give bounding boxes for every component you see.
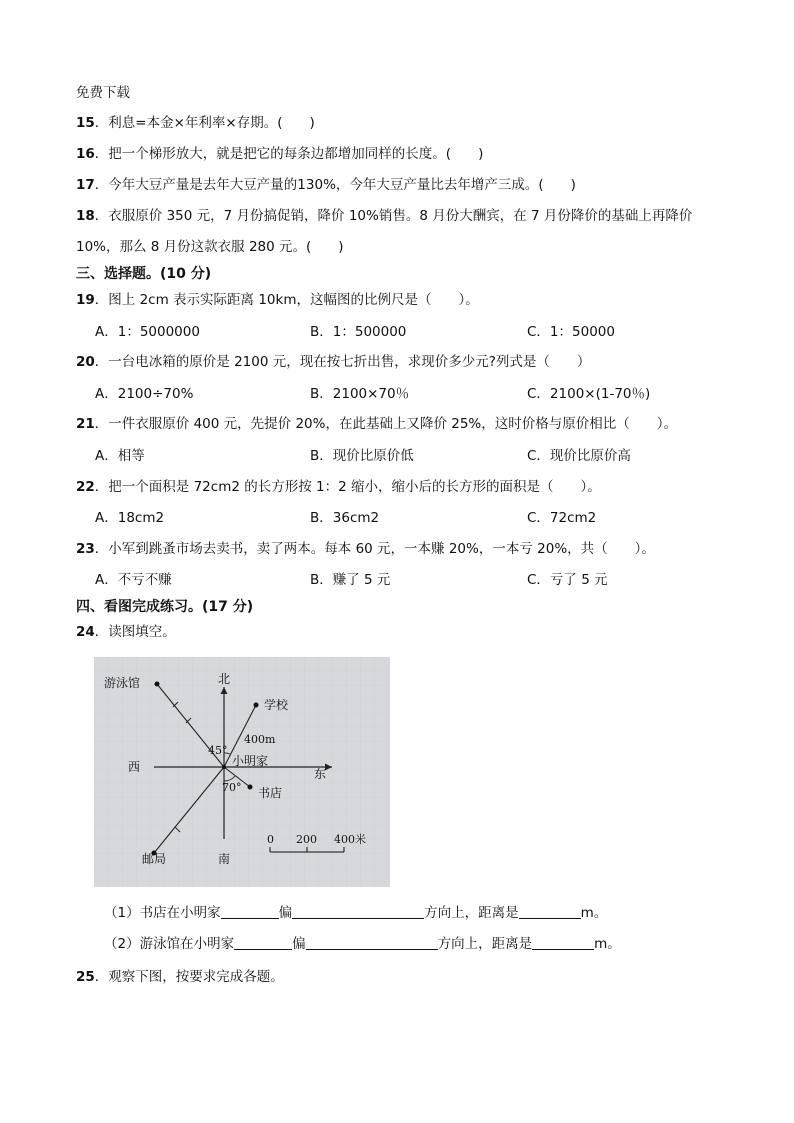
- option-c: C．72cm2: [527, 510, 597, 526]
- option-a: A．不亏不赚: [95, 572, 172, 588]
- post-office-label: 邮局: [142, 852, 167, 866]
- school-label: 学校: [264, 698, 289, 712]
- scale-200-label: 200: [296, 833, 317, 846]
- option-b: B．现价比原价低: [310, 448, 414, 464]
- scale-400-label: 400米: [334, 833, 366, 846]
- question-21: [76, 415, 677, 433]
- question-18: [76, 207, 692, 225]
- north-label: 北: [218, 672, 231, 686]
- direction-map: [94, 657, 390, 887]
- question-23: [76, 540, 655, 558]
- question-20: [76, 353, 590, 371]
- pool-label: 游泳馆: [104, 676, 141, 690]
- section-4-title: 四、看图完成练习。(17 分): [76, 599, 254, 615]
- question-15: [76, 114, 315, 132]
- question-number: 24: [76, 624, 95, 640]
- option-c: C．亏了 5 元: [527, 572, 608, 588]
- question-text: ．观察下图，按要求完成各题。: [94, 969, 284, 985]
- question-text: ．一件衣服原价 400 元，先提价 20%，在此基础上又降价 25%，这时价格与原价相比（ ）。: [94, 416, 677, 432]
- fill-prefix: （1）书店在小明家: [104, 905, 221, 921]
- fill-prefix: （2）游泳馆在小明家: [104, 936, 235, 952]
- question-17: [76, 176, 576, 194]
- option-a: A．1：5000000: [95, 324, 200, 340]
- question-text: ．图上 2cm 表示实际距离 10km，这幅图的比例尺是（ ）。: [94, 292, 479, 308]
- option-a: A．相等: [95, 448, 145, 464]
- question-text: ．利息=本金×年利率×存期。( ): [94, 115, 315, 131]
- bookstore-point: [248, 785, 253, 790]
- school-point: [254, 703, 259, 708]
- option-c: C．2100×(1-70％): [527, 386, 651, 402]
- question-text: ．一台电冰箱的原价是 2100 元，现在按七折出售，求现价多少元?列式是（ ）: [94, 354, 591, 370]
- option-b: B．赚了 5 元: [310, 572, 391, 588]
- answer-blank[interactable]: [532, 935, 594, 950]
- question-number: 25: [76, 969, 95, 985]
- question-25: [76, 968, 284, 986]
- question-number: 18: [76, 208, 95, 224]
- option-c: C．1：50000: [527, 324, 615, 340]
- question-number: 23: [76, 541, 95, 557]
- question-number: 21: [76, 416, 95, 432]
- answer-blank[interactable]: [221, 904, 279, 919]
- question-number: 16: [76, 146, 95, 162]
- fill-after: 方向上，距离是: [424, 905, 519, 921]
- question-number: 19: [76, 292, 95, 308]
- option-a: A．2100÷70%: [95, 386, 194, 402]
- fill-mid: 偏: [292, 936, 306, 952]
- question-number: 22: [76, 479, 95, 495]
- question-number: 15: [76, 115, 95, 131]
- question-text: ．衣服原价 350 元，7 月份搞促销，降价 10%销售。8 月份大酬宾，在 7 月份降价的基础上再降价: [94, 208, 693, 224]
- fill-unit: m。: [580, 905, 608, 921]
- fill-unit: m。: [594, 936, 621, 952]
- question-22: [76, 478, 601, 496]
- question-number: 17: [76, 177, 95, 193]
- home-label: 小明家: [232, 754, 269, 768]
- question-16: [76, 145, 483, 163]
- question-number: 20: [76, 354, 95, 370]
- home-point: [222, 765, 226, 769]
- option-b: B．1：500000: [310, 324, 407, 340]
- bookstore-label: 书店: [258, 786, 283, 800]
- answer-blank[interactable]: [234, 935, 292, 950]
- question-text: ．把一个梯形放大，就是把它的每条边都增加同样的长度。( ): [94, 146, 484, 162]
- option-b: B．36cm2: [310, 510, 380, 526]
- scale-0-label: 0: [267, 833, 274, 846]
- section-3-title: 三、选择题。(10 分): [76, 266, 212, 282]
- option-b: B．2100×70％: [310, 386, 410, 402]
- west-label: 西: [128, 760, 141, 774]
- download-note: 免费下载: [76, 85, 130, 101]
- question-text: ．小军到跳蚤市场去卖书，卖了两本。每本 60 元，一本赚 20%，一本亏 20%，共（ ）。: [94, 541, 655, 557]
- question-18-continued: 10%，那么 8 月份这款衣服 280 元。( ): [76, 239, 344, 255]
- fill-mid: 偏: [278, 905, 293, 921]
- answer-blank[interactable]: [306, 935, 438, 950]
- east-label: 东: [314, 767, 327, 781]
- fill-after: 方向上，距离是: [437, 936, 533, 952]
- distance-label: 400m: [244, 733, 276, 746]
- direction-map-figure: [94, 657, 390, 887]
- question-text: ．把一个面积是 72cm2 的长方形按 1：2 缩小，缩小后的长方形的面积是（ ）。: [94, 479, 601, 495]
- pool-point: [155, 682, 160, 687]
- fill-question-2: [104, 935, 621, 953]
- answer-blank[interactable]: [519, 904, 581, 919]
- answer-blank[interactable]: [292, 904, 424, 919]
- question-text: ．今年大豆产量是去年大豆产量的130%，今年大豆产量比去年增产三成。( ): [94, 177, 576, 193]
- question-24: [76, 623, 176, 641]
- option-a: A．18cm2: [95, 510, 165, 526]
- fill-question-1: [104, 904, 607, 922]
- angle-45-label: 45°: [208, 744, 228, 757]
- question-19: [76, 291, 479, 309]
- option-c: C．现价比原价高: [527, 448, 631, 464]
- angle-70-label: 70°: [222, 781, 242, 794]
- south-label: 南: [218, 852, 231, 866]
- question-text: ．读图填空。: [94, 624, 176, 640]
